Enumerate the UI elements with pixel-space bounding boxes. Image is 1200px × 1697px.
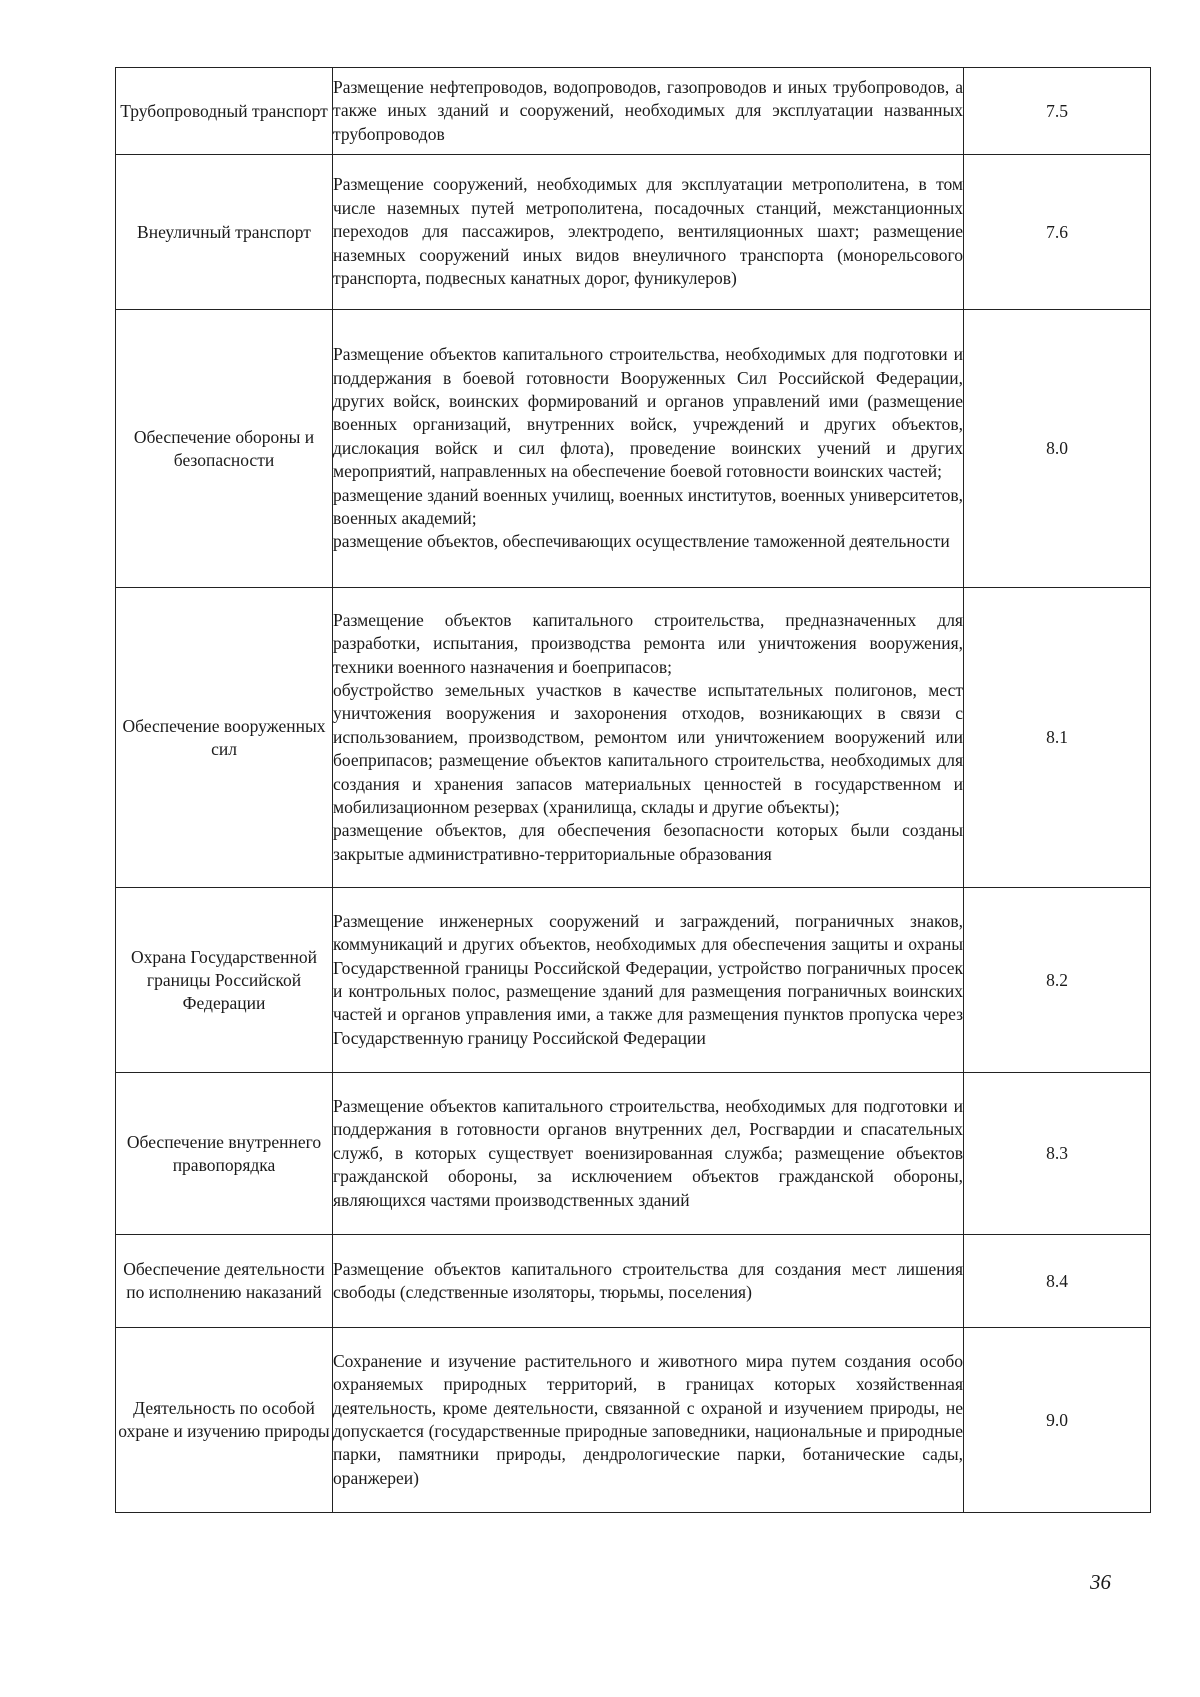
row-description: Размещение объектов капитального строительства для создания мест лишения свободы (следственные изоляторы, тюрьмы, поселения) (333, 1235, 964, 1328)
row-name: Деятельность по особой охране и изучению природы (116, 1328, 333, 1513)
table-row (116, 1073, 1151, 1235)
table-row (116, 68, 1151, 155)
table-row (116, 310, 1151, 588)
row-name: Охрана Государственной границы Российской Федерации (116, 888, 333, 1073)
row-code: 9.0 (964, 1328, 1151, 1513)
row-code: 7.5 (964, 68, 1151, 155)
row-code: 8.4 (964, 1235, 1151, 1328)
row-code: 8.1 (964, 588, 1151, 888)
row-description: Размещение инженерных сооружений и заграждений, пограничных знаков, коммуникаций и других объектов, необходимых для обеспечения защиты и охраны Государственной границы Российской Федерации, устройство пограничных просек и контрольных полос, размещение зданий для размещения пограничных воинских частей и органов управления ими, а также для размещения пунктов пропуска через Государственную границу Российской Федерации (333, 888, 964, 1073)
row-name: Трубопроводный транспорт (116, 68, 333, 155)
page-number: 36 (1090, 1570, 1111, 1594)
row-description: Размещение нефтепроводов, водопроводов, газопроводов и иных трубопроводов, а также иных зданий и сооружений, необходимых для эксплуатации названных трубопроводов (333, 68, 964, 155)
row-description: Размещение объектов капитального строительства, необходимых для подготовки и поддержания в готовности органов внутренних дел, Росгвардии и спасательных служб, в которых существует военизированная служба; размещение объектов гражданской обороны, за исключением объектов гражданской обороны, являющихся частями производственных зданий (333, 1073, 964, 1235)
row-description: Размещение сооружений, необходимых для эксплуатации метрополитена, в том числе наземных путей метрополитена, посадочных станций, межстанционных переходов для пассажиров, электродепо, вентиляционных шахт; размещение наземных сооружений иных видов внеуличного транспорта (монорельсового транспорта, подвесных канатных дорог, фуникулеров) (333, 155, 964, 310)
row-code: 8.3 (964, 1073, 1151, 1235)
row-name: Обеспечение вооруженных сил (116, 588, 333, 888)
table-row (116, 588, 1151, 888)
row-code: 7.6 (964, 155, 1151, 310)
table-row (116, 1235, 1151, 1328)
row-name: Обеспечение внутреннего правопорядка (116, 1073, 333, 1235)
row-code: 8.0 (964, 310, 1151, 588)
row-description: Размещение объектов капитального строительства, необходимых для подготовки и поддержания в боевой готовности Вооруженных Сил Российской Федерации, других войск, воинских формирований и органов управлений ими (размещение военных организаций, внутренних войск, учреждений и других объектов, дислокация войск и сил флота), проведение воинских учений и других мероприятий, направленных на обеспечение боевой готовности воинских частей; размещение зданий военных училищ, военных институтов, военных университетов, военных академий; размещение объектов, обеспечивающих осуществление таможенной деятельности (333, 310, 964, 588)
table-row (116, 1328, 1151, 1513)
row-description: Размещение объектов капитального строительства, предназначенных для разработки, испытания, производства ремонта или уничтожения вооружения, техники военного назначения и боеприпасов; обустройство земельных участков в качестве испытательных полигонов, мест уничтожения вооружения и захоронения отходов, возникающих в связи с использованием, производством, ремонтом или уничтожением вооружений или боеприпасов; размещение объектов капитального строительства, необходимых для создания и хранения запасов материальных ценностей в государственном и мобилизационном резервах (хранилища, склады и другие объекты); размещение объектов, для обеспечения безопасности которых были созданы закрытые административно-территориальные образования (333, 588, 964, 888)
row-name: Обеспечение деятельности по исполнению наказаний (116, 1235, 333, 1328)
land-use-table (115, 67, 1151, 1513)
table-row (116, 155, 1151, 310)
table-row (116, 888, 1151, 1073)
row-name: Обеспечение обороны и безопасности (116, 310, 333, 588)
row-name: Внеуличный транспорт (116, 155, 333, 310)
row-code: 8.2 (964, 888, 1151, 1073)
row-description: Сохранение и изучение растительного и животного мира путем создания особо охраняемых природных территорий, в границах которых хозяйственная деятельность, кроме деятельности, связанной с охраной и изучением природы, не допускается (государственные природные заповедники, национальные и природные парки, памятники природы, дендрологические парки, ботанические сады, оранжереи) (333, 1328, 964, 1513)
